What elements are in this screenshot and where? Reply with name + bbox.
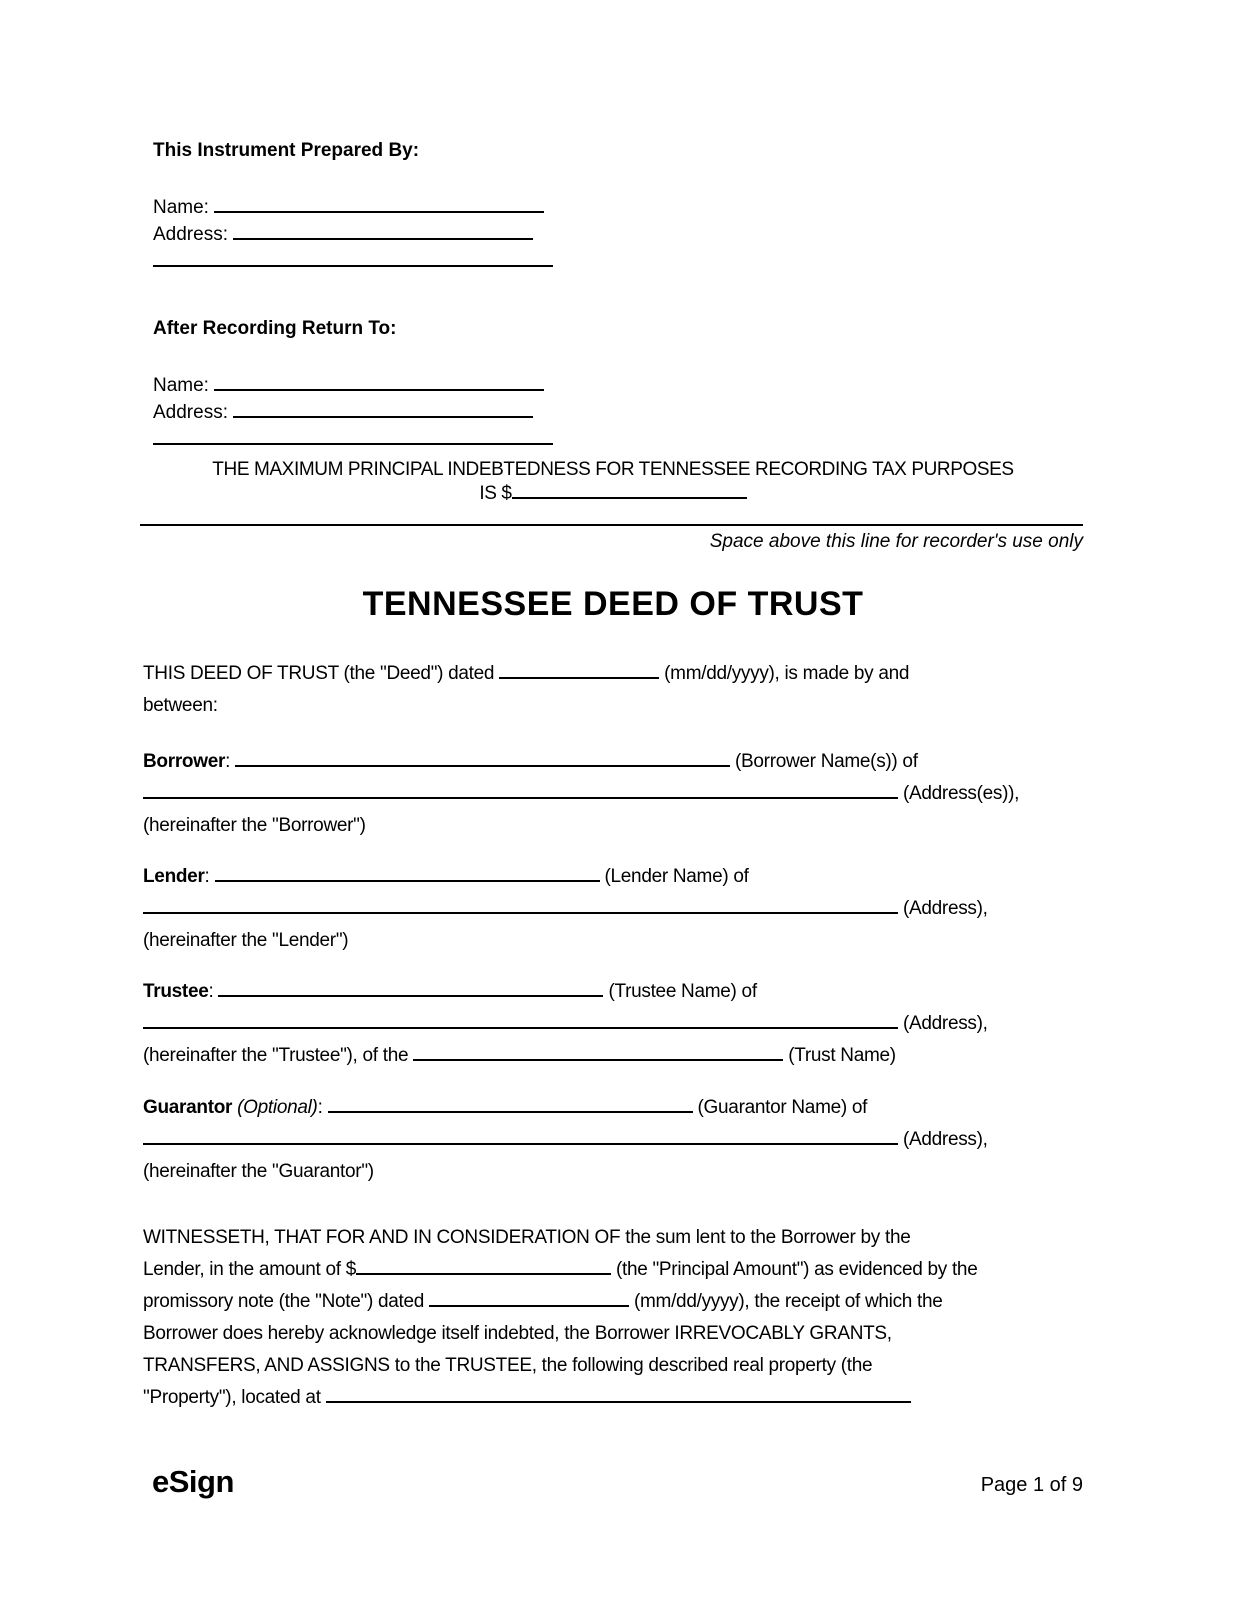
text-line <box>143 481 1083 505</box>
text-segment: Borrower does hereby acknowledge itself indebted, the Borrower IRREVOCABLY GRANTS, <box>143 1323 892 1344</box>
text-segment: (Trustee Name) of <box>603 981 757 1002</box>
text-segment: Name: <box>153 197 215 218</box>
text-segment: (Address(es)), <box>898 783 1020 804</box>
text-segment: Lender <box>143 866 205 887</box>
text-line <box>143 861 1083 893</box>
prepared-by-fields <box>153 194 1083 275</box>
blank-fill-line <box>429 1289 629 1307</box>
esign-logo: eSign <box>152 1464 234 1499</box>
text-segment: : <box>208 981 219 1002</box>
text-line <box>153 372 1083 399</box>
text-segment: (hereinafter the "Guarantor") <box>143 1161 374 1182</box>
blank-fill-line <box>143 1011 898 1029</box>
text-segment: (hereinafter the "Lender") <box>143 930 349 951</box>
blank-fill-line <box>328 1095 693 1113</box>
blank-fill-line <box>356 1257 611 1275</box>
text-segment: Address: <box>153 224 234 245</box>
text-segment: WITNESSETH, THAT FOR AND IN CONSIDERATION OF the sum lent to the Borrower by the <box>143 1227 911 1248</box>
text-segment: : <box>317 1097 328 1118</box>
text-segment: (mm/dd/yyyy), the receipt of which the <box>629 1291 943 1312</box>
text-segment: Borrower <box>143 751 226 772</box>
text-segment: (Address), <box>898 1013 988 1034</box>
text-segment: THE MAXIMUM PRINCIPAL INDEBTEDNESS FOR TENNESSEE RECORDING TAX PURPOSES <box>212 459 1014 480</box>
text-line <box>153 399 1083 426</box>
return-to-section <box>153 318 1083 453</box>
borrower-section <box>143 746 1083 842</box>
blank-fill-line <box>153 249 553 267</box>
text-line <box>143 810 1083 842</box>
prepared-by-heading: This Instrument Prepared By: <box>153 140 420 161</box>
text-line <box>143 1156 1083 1188</box>
text-line <box>143 1040 1083 1072</box>
text-segment: (the "Principal Amount") as evidenced by the <box>610 1259 978 1280</box>
blank-fill-line <box>218 979 603 997</box>
trustee-section <box>143 976 1083 1072</box>
blank-fill-line <box>512 481 747 499</box>
blank-fill-line <box>326 1385 911 1403</box>
text-segment: between: <box>143 695 218 716</box>
text-segment: promissory note (the "Note") dated <box>143 1291 430 1312</box>
text-segment: Lender, in the amount of $ <box>143 1259 356 1280</box>
lender-section <box>143 861 1083 957</box>
guarantor-section <box>143 1092 1083 1188</box>
prepared-by-section <box>153 140 1083 275</box>
text-line <box>143 925 1083 957</box>
recorder-divider <box>140 524 1083 526</box>
return-to-fields <box>153 372 1083 453</box>
text-segment: THIS DEED OF TRUST (the "Deed") dated <box>143 663 500 684</box>
witnesseth-paragraph <box>143 1222 1083 1414</box>
text-segment: IS $ <box>479 483 512 504</box>
text-segment: (Trust Name) <box>783 1045 896 1066</box>
blank-fill-line <box>143 781 898 799</box>
blank-fill-line <box>499 661 659 679</box>
text-segment: TRANSFERS, AND ASSIGNS to the TRUSTEE, the following described real property (the <box>143 1355 873 1376</box>
text-line <box>143 746 1083 778</box>
blank-fill-line <box>214 373 544 391</box>
text-segment: (mm/dd/yyyy), is made by and <box>659 663 910 684</box>
text-line <box>143 1382 1083 1414</box>
text-line <box>143 458 1083 481</box>
text-segment: (hereinafter the "Borrower") <box>143 815 366 836</box>
text-segment: Guarantor <box>143 1097 233 1118</box>
blank-fill-line <box>214 195 544 213</box>
text-segment: Address: <box>153 402 234 423</box>
blank-fill-line <box>413 1043 783 1061</box>
text-line <box>143 893 1083 925</box>
text-line <box>143 1350 1083 1382</box>
blank-fill-line <box>233 222 533 240</box>
return-to-heading: After Recording Return To: <box>153 318 397 339</box>
text-line <box>143 1222 1083 1254</box>
text-segment: : <box>225 751 236 772</box>
intro-paragraph <box>143 658 1083 722</box>
text-segment: (hereinafter the "Trustee"), of the <box>143 1045 414 1066</box>
text-line <box>143 1318 1083 1350</box>
text-line <box>153 221 1083 248</box>
recorder-note: Space above this line for recorder's use only <box>709 531 1083 552</box>
tax-statement <box>143 458 1083 505</box>
text-line <box>153 426 1083 453</box>
text-line <box>143 1092 1083 1124</box>
text-line <box>143 778 1083 810</box>
text-line <box>143 976 1083 1008</box>
blank-fill-line <box>143 896 898 914</box>
text-line <box>143 1124 1083 1156</box>
text-segment: (Borrower Name(s)) of <box>730 751 918 772</box>
text-segment: Name: <box>153 375 215 396</box>
blank-fill-line <box>143 1127 898 1145</box>
text-line <box>153 248 1083 275</box>
page-number: Page 1 of 9 <box>980 1474 1083 1496</box>
text-segment: (Address), <box>898 1129 988 1150</box>
text-line <box>153 194 1083 221</box>
text-line <box>143 1286 1083 1318</box>
text-line <box>143 1254 1083 1286</box>
text-segment: Trustee <box>143 981 209 1002</box>
text-segment: : <box>204 866 215 887</box>
text-line <box>143 1008 1083 1040</box>
blank-fill-line <box>153 427 553 445</box>
page-title: TENNESSEE DEED OF TRUST <box>362 585 864 623</box>
blank-fill-line <box>215 864 600 882</box>
text-segment: (Optional) <box>237 1097 318 1118</box>
text-segment: (Address), <box>898 898 988 919</box>
blank-fill-line <box>235 749 730 767</box>
text-line <box>143 658 1083 690</box>
text-segment: (Guarantor Name) of <box>692 1097 868 1118</box>
text-segment: (Lender Name) of <box>599 866 749 887</box>
text-segment: "Property"), located at <box>143 1387 326 1408</box>
text-line <box>143 690 1083 722</box>
blank-fill-line <box>233 400 533 418</box>
